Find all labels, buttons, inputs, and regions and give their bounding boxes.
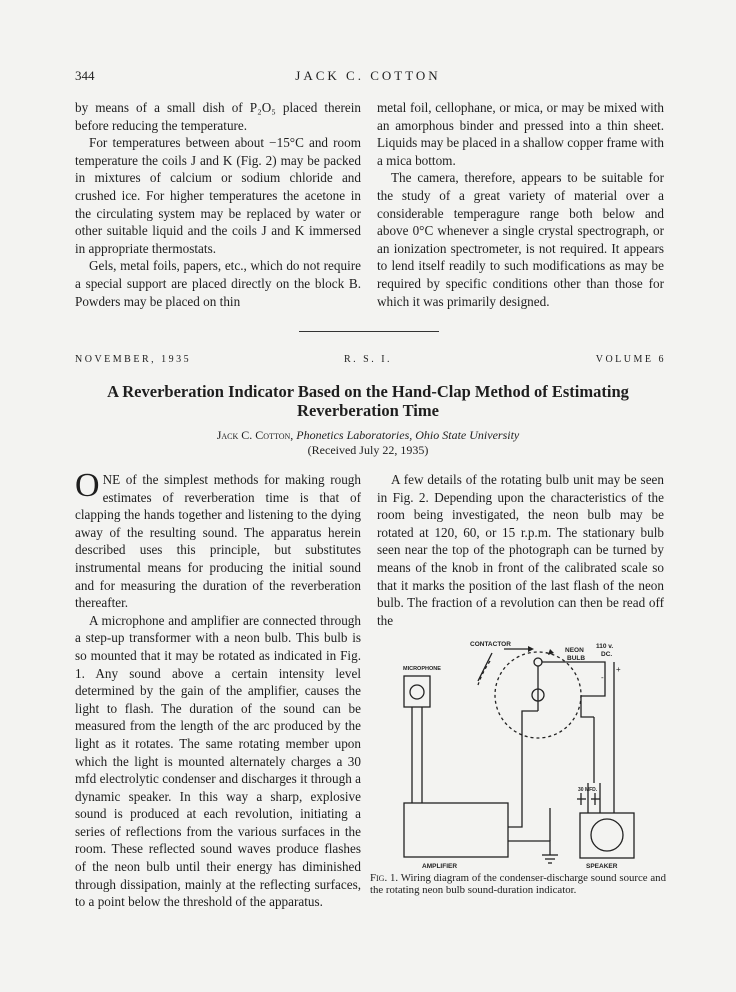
article-paragraph-1-text: NE of the simplest methods for making rough estimates of reverberation time is that of clapping the hands together and listening to the dying away of the resulting sound. The apparatus herein described uses this principle, but substitutes instrumental means for producing the initial sound and for measuring the duration of the reverberation thereafter. bbox=[75, 472, 361, 611]
article-paragraph-2: A microphone and amplifier are connected through a step-up transformer with a neon bulb. This bulb is so mounted that it may be rotated as indicated in Fig. 1. Any sound above a certain intensity level determined by the gain of the amplifier, causes the light to flash. The duration of the sound can be measured from the length of the arc produced by the light as it rotates. The same rotating member upon which the light is mounted alternately charges a 30 mfd electrolytic condenser and discharges it through a dynamic speaker. In this way a sharp, explosive sound is produced at each revolution, initiating a series of reflections from the various surfaces in the room. These reflected sound waves produce flashes of the neon bulb until their energy has diminished through dissipation, mainly at the reflecting surfaces, to a point below the threshold of the apparatus. bbox=[75, 612, 361, 910]
microphone-label: MICROPHONE bbox=[403, 666, 441, 672]
prev-article-left-column bbox=[75, 99, 361, 310]
author-affiliation: Phonetics Laboratories, Ohio State University bbox=[296, 428, 520, 442]
minus-sign: - bbox=[601, 673, 604, 682]
article-paragraph-3: A few details of the rotating bulb unit may be seen in Fig. 2. Depending upon the characteristics of the room being investigated, the neon bulb may be rotated at 120, 60, or 15 r.p.m. The stationary bulb seen near the top of the photograph can be turned by means of the knob in front of the calibrated scale so that it marks the position of the last flash of the neon bulb. The fraction of a revolution can then be read off the bbox=[377, 472, 664, 628]
wiring-diagram bbox=[390, 633, 650, 871]
journal-date: NOVEMBER, 1935 bbox=[75, 354, 192, 365]
dc-label: DC. bbox=[601, 651, 613, 658]
bulb-label: BULB bbox=[567, 655, 586, 662]
prev-right-paragraph-2: The camera, therefore, appears to be suitable for the study of a great variety of material over a considerable temperagure range both below and above 0°C whenever a single crystal spectrograph, or an ionization spectrometer, is not required. It appears to lend itself readily to such modifications as may be required by specific conditions other than those for which it was primarily designed. bbox=[377, 170, 664, 309]
prev-left-paragraph-2: For temperatures between about −15°C and room temperature the coils J and K (Fig. 2) may be packed in mixtures of calcium or sodium chloride and crushed ice. For higher temperatures the acetone in the circulating system may be replaced by water or other suitable liquid and the coils J and K immersed in appropriate thermostats. bbox=[75, 135, 361, 256]
microphone-box bbox=[404, 676, 430, 707]
contactor-label: CONTACTOR bbox=[470, 641, 511, 648]
prev-left-paragraph-1: by means of a small dish of P₂O₅ placed therein before reducing the temperature. bbox=[75, 100, 361, 133]
contactor-hub bbox=[534, 658, 542, 666]
section-divider bbox=[299, 331, 439, 332]
capacitor-label: 30 MFD. bbox=[578, 787, 598, 793]
neon-label: NEON bbox=[565, 647, 584, 654]
article-left-column bbox=[75, 467, 361, 911]
figure-caption-label: Fig. 1. bbox=[370, 872, 399, 884]
article-byline bbox=[60, 428, 676, 443]
amplifier-label: AMPLIFIER bbox=[422, 863, 458, 870]
running-title: JACK C. COTTON bbox=[295, 68, 441, 83]
article-title: A Reverberation Indicator Based on the Hand-Clap Method of Estimating Reverberation Time bbox=[107, 382, 629, 420]
prev-article-right-column bbox=[377, 99, 664, 310]
journal-name: R. S. I. bbox=[343, 354, 393, 365]
figure-caption-text: Wiring diagram of the condenser-discharge sound source and the rotating neon bulb sound-duration indicator. bbox=[370, 872, 666, 896]
voltage-label: 110 v. bbox=[596, 643, 614, 650]
journal-volume: VOLUME 6 bbox=[595, 354, 666, 365]
prev-right-paragraph-1: metal foil, cellophane, or mica, or may be mixed with an amorphous binder and pressed into a thin sheet. Liquids may be placed in a shallow copper frame with a mica bottom. bbox=[377, 100, 664, 168]
prev-left-paragraph-3: Gels, metal foils, papers, etc., which do not require a special support are placed directly on the block B. Powders may be placed on thin bbox=[75, 258, 361, 309]
speaker-label: SPEAKER bbox=[586, 863, 618, 870]
amplifier-box bbox=[404, 803, 508, 857]
plus-sign: + bbox=[616, 665, 621, 674]
article-paragraph-1 bbox=[75, 467, 361, 612]
speaker-cone bbox=[591, 819, 623, 851]
figure-caption bbox=[370, 872, 666, 896]
page-number: 344 bbox=[75, 68, 95, 83]
author-name: Jack C. Cotton, bbox=[216, 428, 294, 442]
drop-cap: O bbox=[75, 467, 100, 504]
article-right-column bbox=[377, 471, 664, 629]
received-date: (Received July 22, 1935) bbox=[307, 443, 429, 457]
microphone-element bbox=[410, 685, 424, 699]
